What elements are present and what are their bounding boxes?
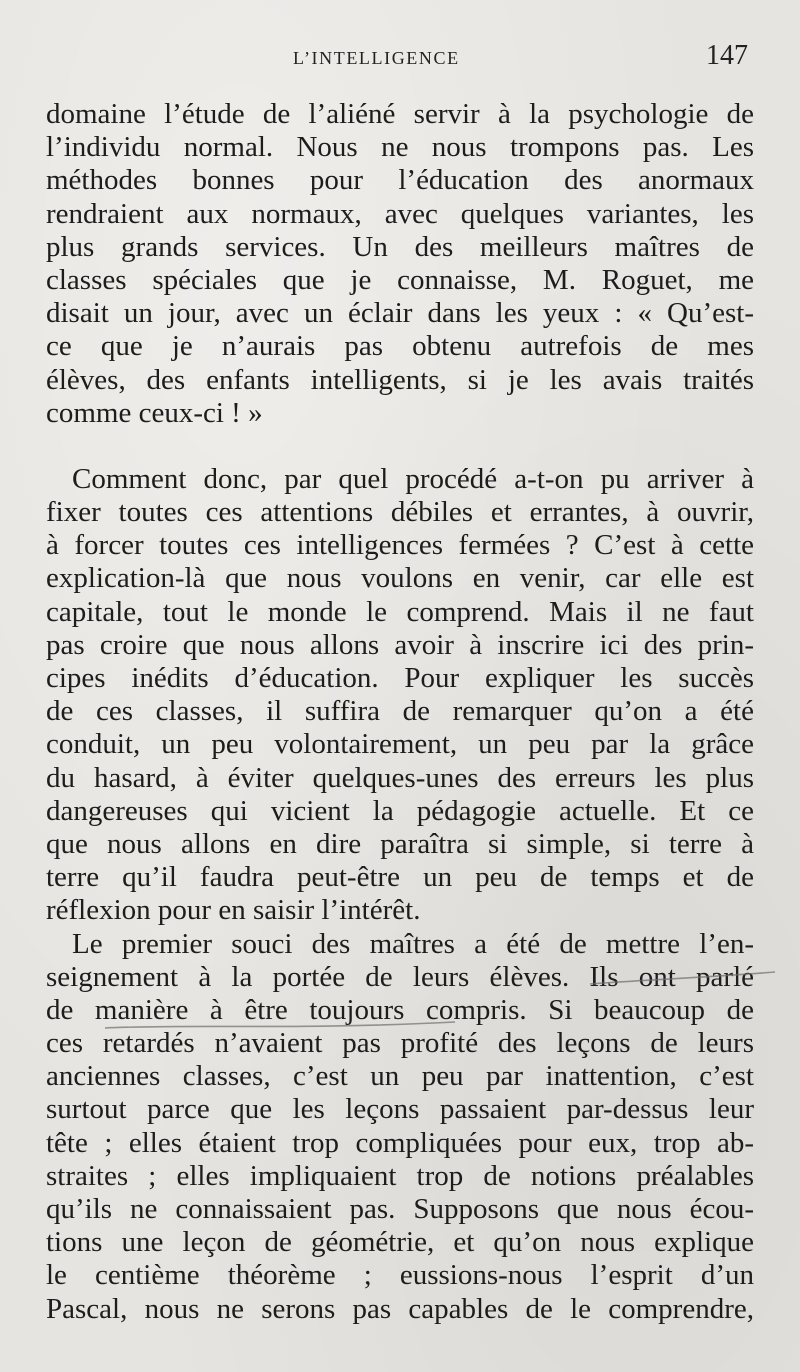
text-line: ce que je n’aurais pas obtenu autrefois de mes (46, 330, 754, 363)
running-header (0, 40, 800, 80)
paragraph (46, 928, 754, 1326)
text-line: fixer toutes ces attentions débiles et errantes, à ouvrir, (46, 496, 754, 529)
paragraph (46, 463, 754, 928)
text-line: élèves, des enfants intelligents, si je les avais traités (46, 363, 754, 396)
text-line: méthodes bonnes pour l’éducation des anormaux (46, 164, 754, 197)
text-line: comme ceux-ci ! » (46, 396, 263, 429)
text-line: surtout parce que les leçons passaient par-dessus leur (46, 1093, 754, 1126)
text-line: Comment donc, par quel procédé a-t-on pu arriver à (72, 462, 754, 495)
text-line: que nous allons en dire paraîtra si simple, si terre à (46, 827, 754, 860)
pencil-underline (100, 1018, 460, 1038)
text-line: anciennes classes, c’est un peu par inattention, c’est (46, 1060, 754, 1093)
text-line: du hasard, à éviter quelques-unes des erreurs les plus (46, 761, 754, 794)
running-title: L’INTELLIGENCE (293, 48, 460, 68)
text-line: seignement à la portée de leurs élèves. Ils ont parlé (46, 960, 754, 993)
text-line: pas croire que nous allons avoir à inscrire ici des prin- (46, 628, 754, 661)
text-line: Le premier souci des maîtres a été de mettre l’en- (72, 927, 754, 960)
text-line: de ces classes, il suffira de remarquer qu’on a été (46, 695, 754, 728)
text-line: classes spéciales que je connaisse, M. Roguet, me (46, 263, 754, 296)
text-line: capitale, tout le monde le comprend. Mais il ne faut (46, 595, 754, 628)
text-line: tête ; elles étaient trop compliquées pour eux, trop ab- (46, 1126, 754, 1159)
text-line: Pascal, nous ne serons pas capables de le comprendre, (46, 1292, 754, 1325)
page-number: 147 (706, 40, 748, 71)
body-text (46, 98, 754, 1326)
text-line: rendraient aux normaux, avec quelques variantes, les (46, 197, 754, 230)
text-line: dangereuses qui vicient la pédagogie actuelle. Et ce (46, 794, 754, 827)
text-line: qu’ils ne connaissaient pas. Supposons que nous écou- (46, 1193, 754, 1225)
paragraph (46, 98, 754, 430)
text-line: straites ; elles impliquaient trop de notions préalables (46, 1159, 754, 1192)
text-line: de manière à être toujours compris. Si beaucoup de (46, 993, 754, 1026)
text-line: l’individu normal. Nous ne nous trompons pas. Les (46, 131, 754, 164)
text-line: terre qu’il faudra peut-être un peu de temps et de (46, 861, 754, 894)
text-line: à forcer toutes ces intelligences fermées ? C’est à cette (46, 529, 754, 562)
text-line: le centième théorème ; eussions-nous l’esprit d’un (46, 1259, 754, 1292)
text-line: cipes inédits d’éducation. Pour expliquer les succès (46, 662, 754, 694)
text-line: conduit, un peu volontairement, un peu par la grâce (46, 728, 754, 761)
text-line: plus grands services. Un des meilleurs maîtres de (46, 230, 754, 263)
text-line: réflexion pour en saisir l’intérêt. (46, 894, 421, 927)
text-line: disait un jour, avec un éclair dans les yeux : « Qu’est- (46, 297, 754, 330)
text-line: explication-là que nous voulons en venir, car elle est (46, 562, 754, 595)
text-line: tions une leçon de géométrie, et qu’on nous explique (46, 1226, 754, 1259)
text-line: ces retardés n’avaient pas profité des leçons de leurs (46, 1027, 754, 1060)
paragraph-gap (46, 430, 754, 463)
text-line: domaine l’étude de l’aliéné servir à la psychologie de (46, 98, 754, 130)
